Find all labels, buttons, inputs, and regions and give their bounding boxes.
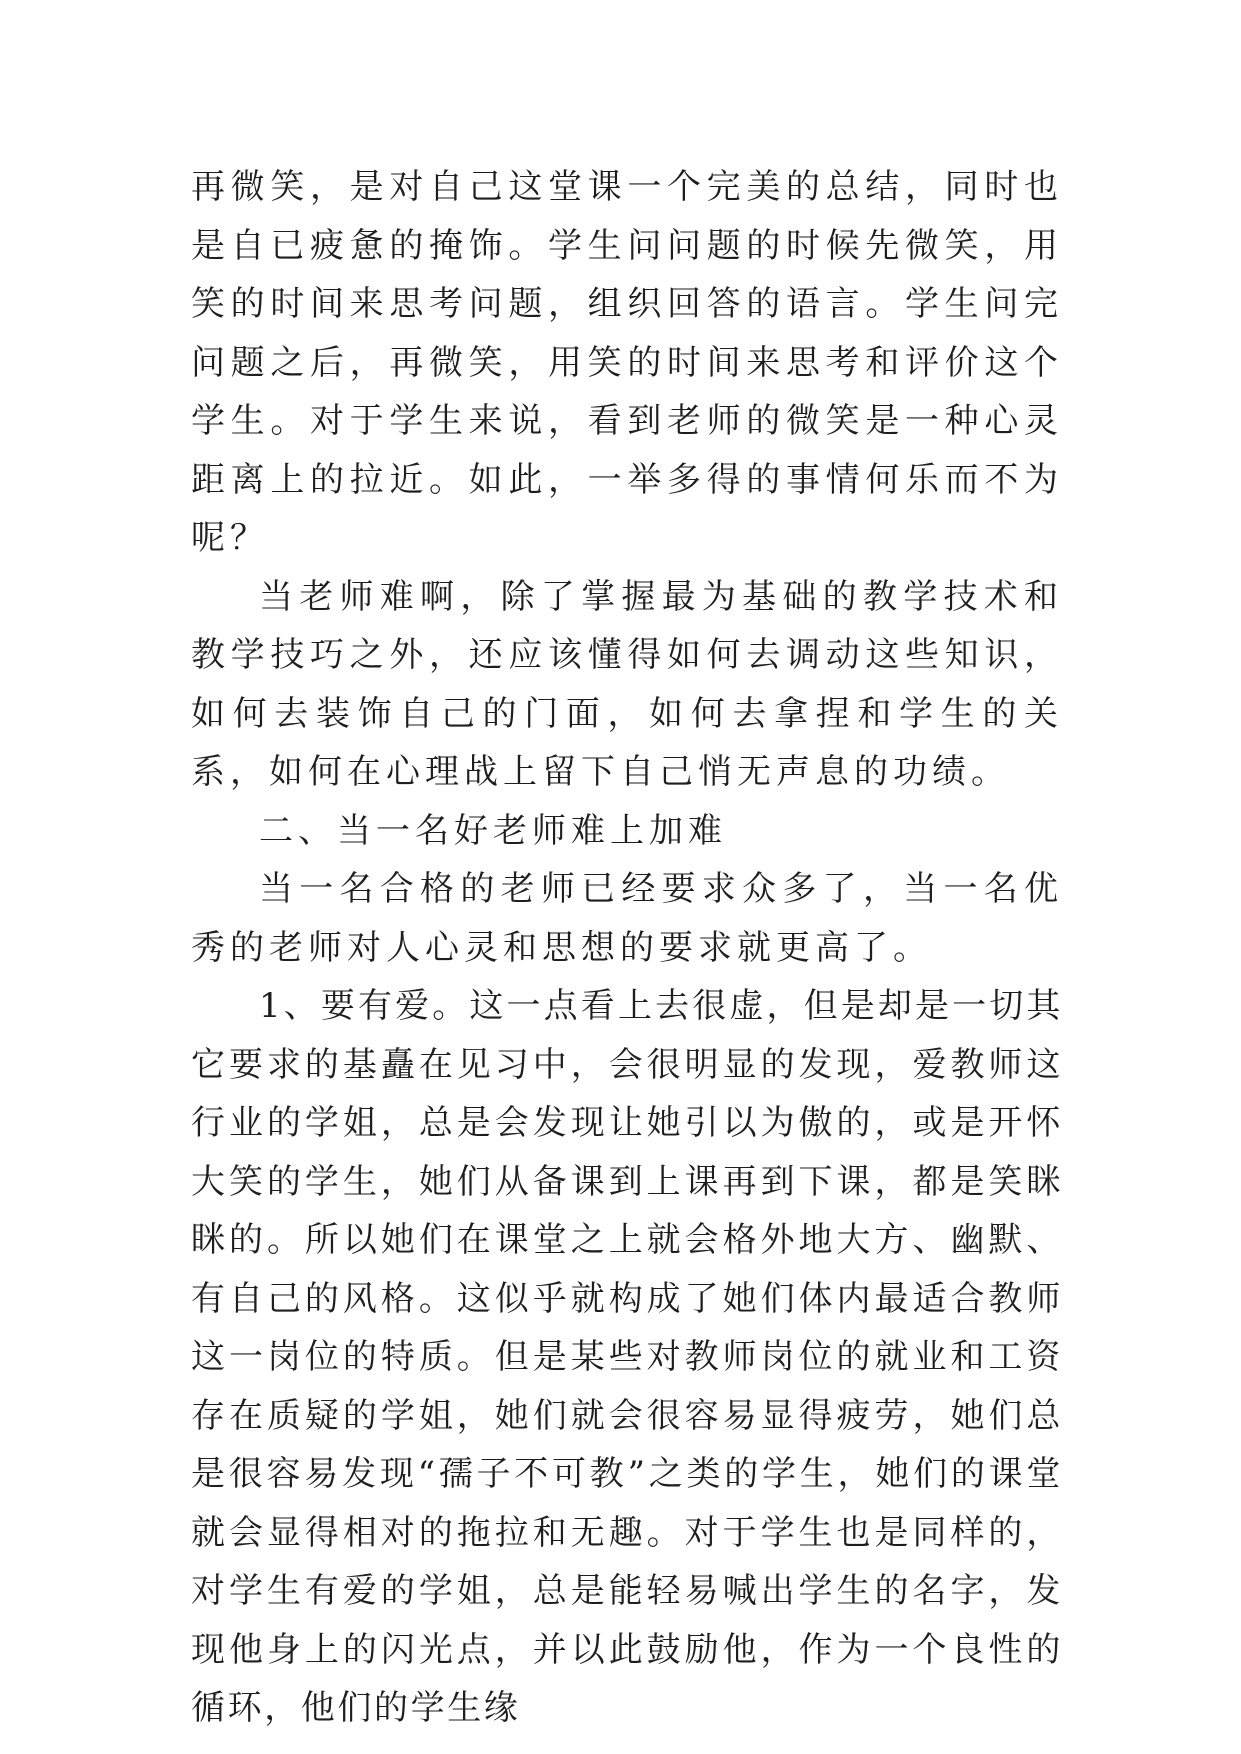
paragraph-smile-continuation: 再微笑，是对自己这堂课一个完美的总结，同时也是自已疲惫的掩饰。学生问问题的时候先微笑，用笑的时间来思考问题，组织回答的语言。学生问完问题之后，再微笑，用笑的时间来思考和评价这个学生。对于学生来说，看到老师的微笑是一种心灵距离上的拉近。如此，一举多得的事情何乐而不为呢？ xyxy=(191,167,1063,558)
document-body xyxy=(191,158,1063,1738)
paragraph-teacher-difficulty: 当老师难啊，除了掌握最为基础的教学技术和教学技巧之外，还应该懂得如何去调动这些知识，如何去装饰自己的门面，如何去拿捏和学生的关系，如何在心理战上留下自己悄无声息的功绩。 xyxy=(191,576,1063,792)
section-heading-good-teacher: 二、当一名好老师难上加难 xyxy=(259,810,727,851)
paragraph-excellent-teacher: 当一名合格的老师已经要求众多了，当一名优秀的老师对人心灵和思想的要求就更高了。 xyxy=(191,869,1063,968)
paragraph-have-love: 1、要有爱。这一点看上去很虚，但是却是一切其它要求的基矗在见习中，会很明显的发现，爱教师这行业的学姐，总是会发现让她引以为傲的，或是开怀大笑的学生，她们从备课到上课再到下课，都是笑眯眯的。所以她们在课堂之上就会格外地大方、幽默、有自己的风格。这似乎就构成了她们体内最适合教师这一岗位的特质。但是某些对教师岗位的就业和工资存在质疑的学姐，她们就会很容易显得疲劳，她们总是很容易发现“孺子不可教”之类的学生，她们的课堂就会显得相对的拖拉和无趣。对于学生也是同样的，对学生有爱的学姐，总是能轻易喊出学生的名字，发现他身上的闪光点，并以此鼓励他，作为一个良性的循环，他们的学生缘 xyxy=(191,986,1063,1728)
